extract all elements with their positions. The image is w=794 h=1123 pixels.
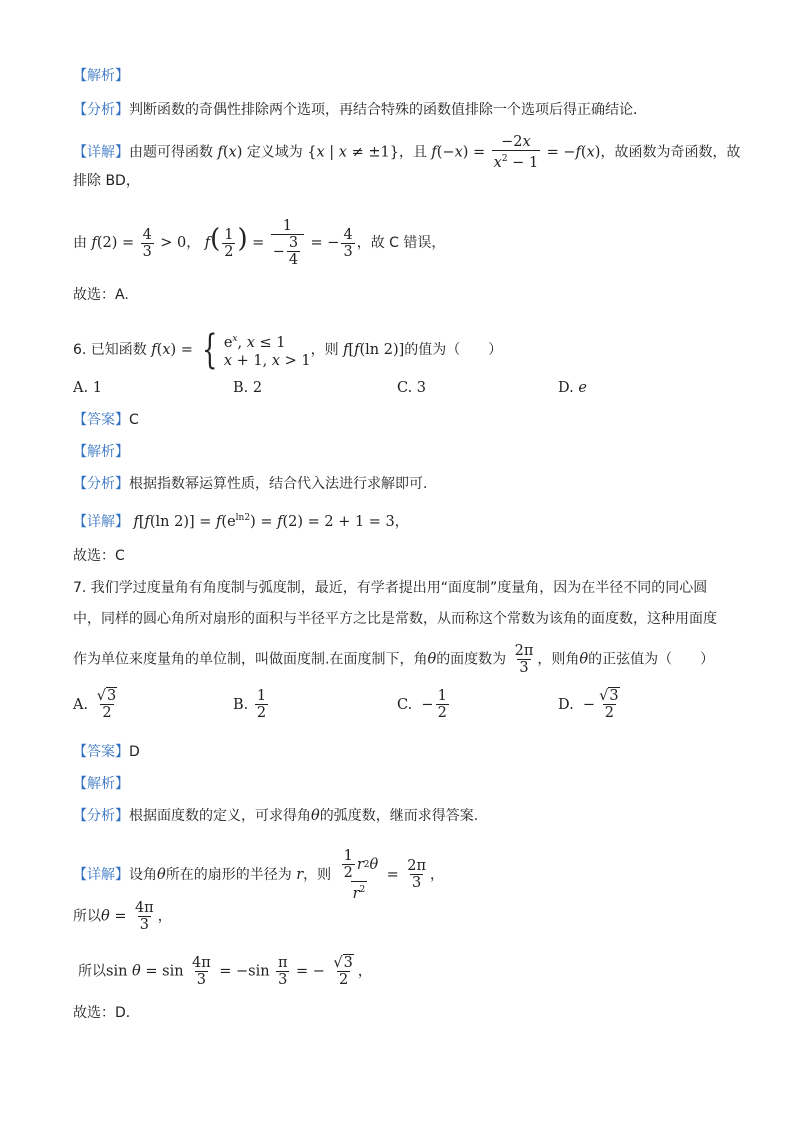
q7-math-sector: $\frac{1}{2}$ r 2 θ $r^2$ [343,848,379,902]
q7-option-a-label: A. [73,696,89,713]
q6-jiexi-tag: 【解析】 [73,444,129,460]
q7-r: r [296,866,304,883]
q7-suoyi-1-tail: ， [157,908,172,925]
q5-math-f-negx: f(−x) = [431,144,486,161]
q7-stem-1: 7. 我们学过度量角有角度制与弧度制，最近，有学者提出用“面度制”度量角，因为在半径不同的同心圆 [73,580,708,596]
q7-suoyi-2-tail: ， [357,963,372,980]
q5-xiangjie-tag: 【详解】 [73,144,129,161]
q5-line3-c: ，故 C 错误， [356,235,446,251]
q7-answer-line [73,742,140,762]
q7-suoyi-1-label: 所以 [73,908,101,925]
q7-fenxi-a: 根据面度数的定义，可求得角 [129,808,311,824]
q5-math-x: (x) [222,144,243,161]
q7-answer-tag: 【答案】 [73,744,129,760]
q5-fenxi-tag: 【分析】 [73,102,129,118]
q6-stem-a: 6. 已知函数 [73,342,147,358]
q5-answer: 故选：A. [73,287,129,303]
q7-jiexi-tag: 【解析】 [73,776,129,792]
q7-xiangjie-tag: 【详解】 [73,866,129,883]
q5-math-fhalf: f [204,235,211,251]
q6-stem [73,327,503,373]
q6-answer-value: C [129,412,139,428]
q5-math-eq: = −f(x) [546,144,601,161]
q7-eq: = [386,866,399,883]
q5-text-c: ，且 [398,144,427,161]
q6-piecewise: { $e^x$, x ≤ 1 x + 1, x > 1 [202,327,311,373]
q5-eq: = [252,235,265,251]
q7-option-b-label: B. [233,696,249,713]
q7-option-b [233,688,270,721]
q6-fenxi [73,474,427,494]
q7-math-sqrt3-2: $\frac{√3}{2}$ [333,955,353,988]
q7-suoyi-2-label: 所以 [78,963,106,980]
q7-fenxi [73,806,478,826]
q6-answer-tag: 【答案】 [73,412,129,428]
q7-option-d-value: $\frac{√3}{2}$ [599,688,619,721]
q6-option-b: B. 2 [233,380,263,396]
q7-eq-neg: = − [296,963,325,980]
q7-xiangjie-a: 设角 [129,866,157,883]
q7-stem-2: 中，同样的圆心角所对扇形的面积与半径平方之比是常数，从而称这个常数为该角的面度数，这种用面度 [73,611,717,627]
q7-stem-3d: 的正弦值为（ ） [588,651,715,668]
q5-paren-l: ( [210,224,221,254]
q6-option-d-value: e [578,380,587,396]
q6-option-a: A. 1 [73,380,102,396]
q5-math-4-3: $\frac{4}{3}$ [142,226,152,260]
q5-xiangjie [73,134,740,171]
q7-fenxi-tag: 【分析】 [73,808,129,824]
q7-theta-eq: θ = [101,908,127,925]
q7-math-4pi-3c: $\frac{4\pi}{3}$ [192,955,211,988]
q5-line3-a: 由 [73,235,87,251]
q5-math-4-3b: $\frac{4}{3}$ [343,226,353,260]
q7-option-a [73,688,121,721]
q7-theta-1: θ [427,651,437,668]
q6-option-d-label: D. [558,380,579,396]
q7-suoyi-2 [78,955,372,988]
q7-neg-sin: = −sin [219,963,270,980]
q6-option-d [558,380,587,396]
q5-fenxi-text: 判断函数的奇偶性排除两个选项，再结合特殊的函数值排除一个选项后得正确结论． [129,102,647,118]
q5-line3-b: ， [186,235,201,251]
q7-math-2pi-3: $\frac{2\pi}{3}$ [514,643,534,676]
q7-theta-2: θ [579,651,589,668]
q7-option-c: C. − $\frac{1}{2}$ [397,688,447,721]
q6-fenxi-text: 根据指数幂运算性质，结合代入法进行求解即可. [129,476,428,492]
q5-line2: 排除 BD， [73,173,140,189]
q6-answer-line [73,410,139,430]
q7-answer-value: D [129,744,140,760]
q5-text-a: 由题可得函数 [129,144,213,161]
q5-math-frac: $\frac{-2x}{x^2 - 1}$ [493,134,539,171]
q6-xiangjie-tag: 【详解】 [73,513,129,530]
q7-option-d: D. − $\frac{√3}{2}$ [558,688,624,721]
q7-sin-theta: sin θ = sin [106,963,184,980]
q7-xiangjie-c: ，则 [303,866,332,883]
q7-suoyi-1 [73,900,172,933]
q7-math-4pi-3: $\frac{4\pi}{3}$ [134,900,154,933]
q6-xiangjie-math: f[f(ln $2)] = f(e^{ln2}) = f(2) = 2 + 1 = 3$ [133,513,395,530]
q5-math-1-2: $\frac{1}{2}$ [224,226,234,260]
q5-math-f2: f(2) = [91,235,135,251]
q5-math-gt0: > 0 [160,235,187,251]
q6-option-c: C. 3 [397,380,427,396]
q5-paren-r: ) [237,224,248,254]
q7-stem-3c: ，则角 [537,651,580,668]
q5-jiexi-tag: 【解析】 [73,68,129,84]
q7-xiangjie [73,848,444,902]
q7-math-2pi-3b: $\frac{2\pi}{3}$ [407,858,427,892]
q7-stem-3b: 的面度数为 [436,651,507,668]
q5-text-d: ，故函数为奇函数，故 [600,144,741,161]
q5-math-domain: {x | x ≠ ±1} [307,144,399,161]
q6-xiangjie [73,508,409,532]
q7-xiangjie-b: 所在的扇形的半径为 [165,866,292,883]
q6-math-fx: f(x) = [151,342,193,358]
q5-fenxi [73,100,647,120]
q6-conclusion: 故选：C [73,548,125,564]
q6-math-ffln2: f[f(ln 2)] [343,342,405,358]
q7-math-pi-3: $\frac{\pi}{3}$ [278,955,288,988]
q6-stem-b: ，则 [310,342,339,358]
q7-theta-3: θ [311,808,320,824]
q7-option-c-label: C. [397,696,413,713]
q7-option-c-value: $\frac{1}{2}$ [437,688,447,721]
q5-text-b: 定义域为 [246,144,303,161]
q5-math-complex: 1 − $\frac{3}{4}$ [271,218,304,268]
q6-stem-c: 的值为（ ） [404,342,503,358]
q7-fenxi-b: 的弧度数，继而求得答案. [319,808,479,824]
q5-line3 [73,218,445,268]
q7-stem-3 [73,643,714,676]
q7-theta-4: θ [157,866,166,883]
q5-eq2: = − [310,235,340,251]
q6-xiangjie-tail: ， [394,513,409,530]
q7-conclusion: 故选：D． [73,1005,140,1021]
q7-xiangjie-d: ， [430,866,445,883]
q7-option-b-value: $\frac{1}{2}$ [256,688,267,721]
q7-option-d-label: D. [558,696,574,713]
q7-option-a-value: $\frac{√3}{2}$ [96,688,117,721]
q6-fenxi-tag: 【分析】 [73,476,129,492]
q5-math-fx: f [217,144,223,161]
q7-stem-3a: 作为单位来度量角的单位制，叫做面度制.在面度制下，角 [73,651,428,668]
